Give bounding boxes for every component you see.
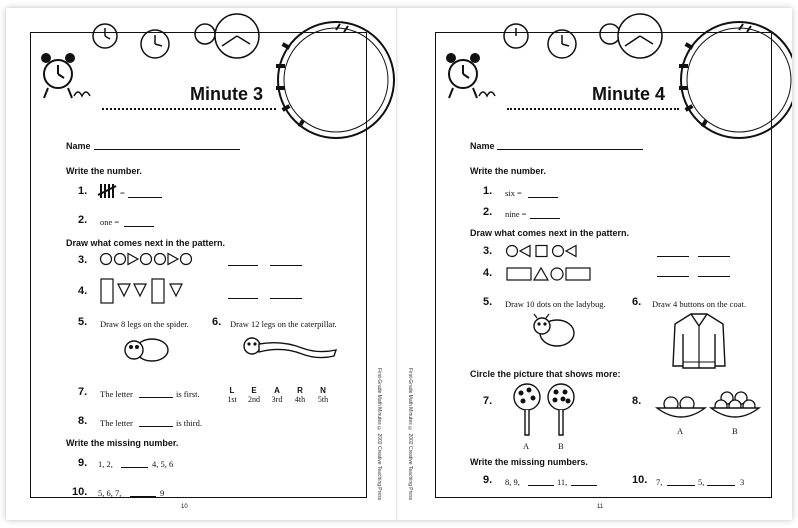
shape-pattern — [100, 252, 210, 266]
answer-blank[interactable] — [657, 256, 689, 257]
question-number: 6. — [212, 316, 222, 328]
name-field[interactable] — [497, 149, 643, 150]
question-number: 2. — [78, 214, 88, 226]
tree-icon — [547, 383, 575, 437]
question-number: 10. — [72, 486, 88, 498]
ladybug-icon — [531, 314, 577, 348]
answer-blank[interactable] — [528, 485, 554, 486]
answer-blank[interactable] — [228, 265, 258, 266]
question-text: is third. — [176, 418, 202, 428]
answer-blank[interactable] — [139, 397, 173, 398]
option-label[interactable]: A — [677, 426, 684, 436]
name-label: Name — [470, 141, 495, 151]
section-pattern: Draw what comes next in the pattern. — [470, 228, 630, 238]
section-circle: Circle the picture that shows more: — [470, 369, 621, 379]
section-missing: Write the missing numbers. — [470, 457, 588, 467]
shape-pattern — [100, 278, 192, 304]
sequence-text: 9 — [160, 488, 165, 498]
section-write-number: Write the number. — [470, 166, 546, 176]
question-text: is first. — [176, 389, 200, 399]
spine-credit: First-Grade Math Minutes © 2002 Creative Teaching Press — [376, 368, 382, 501]
question-number: 5. — [78, 316, 88, 328]
title-underline — [507, 108, 679, 110]
bowl-icon — [709, 390, 761, 422]
spine-credit: First-Grade Math Minutes © 2002 Creative Teaching Press — [407, 368, 413, 501]
sequence-text: 5, 6, 7, — [98, 488, 122, 498]
right-page — [399, 8, 792, 520]
question-text: The letter — [100, 418, 133, 428]
page-title: Minute 3 — [190, 84, 264, 104]
section-write-number: Write the number. — [66, 166, 142, 176]
question-number: 8. — [78, 415, 88, 427]
page-number: 11 — [597, 504, 604, 510]
title-underline — [102, 108, 276, 110]
sequence-text: 8, 9, — [505, 477, 520, 487]
question-number: 3. — [483, 245, 493, 257]
sequence-text: 7, — [656, 477, 663, 487]
question-number: 4. — [483, 267, 493, 279]
question-number: 1. — [78, 185, 88, 197]
question-number: 10. — [632, 474, 648, 486]
answer-blank[interactable] — [139, 426, 173, 427]
tree-icon — [513, 383, 541, 437]
spider-icon — [120, 336, 170, 364]
learn-letter-3: R 4th — [294, 386, 306, 404]
page-number: 10 — [181, 504, 188, 510]
answer-blank[interactable] — [707, 485, 735, 486]
answer-blank[interactable] — [130, 496, 156, 497]
answer-blank[interactable] — [530, 218, 560, 219]
question-number: 5. — [483, 296, 493, 308]
sequence-text: 5, — [698, 477, 705, 487]
question-text: Draw 4 buttons on the coat. — [652, 299, 746, 309]
sequence-text: 11, — [557, 477, 568, 487]
coat-icon — [671, 312, 727, 370]
shape-pattern — [506, 244, 592, 258]
answer-blank[interactable] — [667, 485, 695, 486]
learn-letter-4: N 5th — [317, 386, 329, 404]
question-number: 4. — [78, 285, 88, 297]
question-text: Draw 12 legs on the caterpillar. — [230, 319, 337, 329]
answer-blank[interactable] — [124, 226, 154, 227]
section-pattern: Draw what comes next in the pattern. — [66, 238, 226, 248]
question-text: Draw 10 dots on the ladybug. — [505, 299, 606, 309]
question-text: The letter — [100, 389, 133, 399]
answer-blank[interactable] — [128, 197, 162, 198]
caterpillar-icon — [242, 336, 338, 362]
equals-sign: = — [120, 188, 125, 198]
option-label[interactable]: B — [732, 426, 738, 436]
question-number: 7. — [78, 386, 88, 398]
answer-blank[interactable] — [571, 485, 597, 486]
answer-blank[interactable] — [657, 276, 689, 277]
answer-blank[interactable] — [698, 276, 730, 277]
section-missing: Write the missing number. — [66, 438, 179, 448]
question-text: one = — [100, 217, 120, 227]
question-text: six = — [505, 188, 522, 198]
learn-letter-2: A 3rd — [271, 386, 283, 404]
question-number: 8. — [632, 395, 642, 407]
learn-letter-0: L 1st — [227, 386, 237, 404]
tally-marks-icon — [98, 183, 118, 199]
question-number: 3. — [78, 254, 88, 266]
shape-pattern — [506, 266, 602, 282]
option-label[interactable]: B — [558, 441, 564, 451]
answer-blank[interactable] — [528, 197, 558, 198]
name-label: Name — [66, 141, 91, 151]
answer-blank[interactable] — [270, 298, 302, 299]
answer-blank[interactable] — [121, 467, 148, 468]
answer-blank[interactable] — [228, 298, 258, 299]
question-number: 2. — [483, 206, 493, 218]
question-number: 6. — [632, 296, 642, 308]
answer-blank[interactable] — [698, 256, 730, 257]
question-number: 7. — [483, 395, 493, 407]
bowl-icon — [655, 394, 707, 422]
option-label[interactable]: A — [523, 441, 530, 451]
question-text: Draw 8 legs on the spider. — [100, 319, 189, 329]
sequence-text: 3 — [740, 477, 745, 487]
answer-blank[interactable] — [270, 265, 302, 266]
question-number: 9. — [78, 457, 88, 469]
book-spread — [6, 8, 792, 520]
learn-letter-1: E 2nd — [248, 386, 260, 404]
sequence-text: 1, 2, — [98, 459, 113, 469]
sequence-text: 4, 5, 6 — [152, 459, 174, 469]
page-title: Minute 4 — [592, 84, 666, 104]
left-page — [6, 8, 399, 520]
question-text: nine = — [505, 209, 527, 219]
name-field[interactable] — [94, 149, 240, 150]
question-number: 1. — [483, 185, 493, 197]
question-number: 9. — [483, 474, 493, 486]
